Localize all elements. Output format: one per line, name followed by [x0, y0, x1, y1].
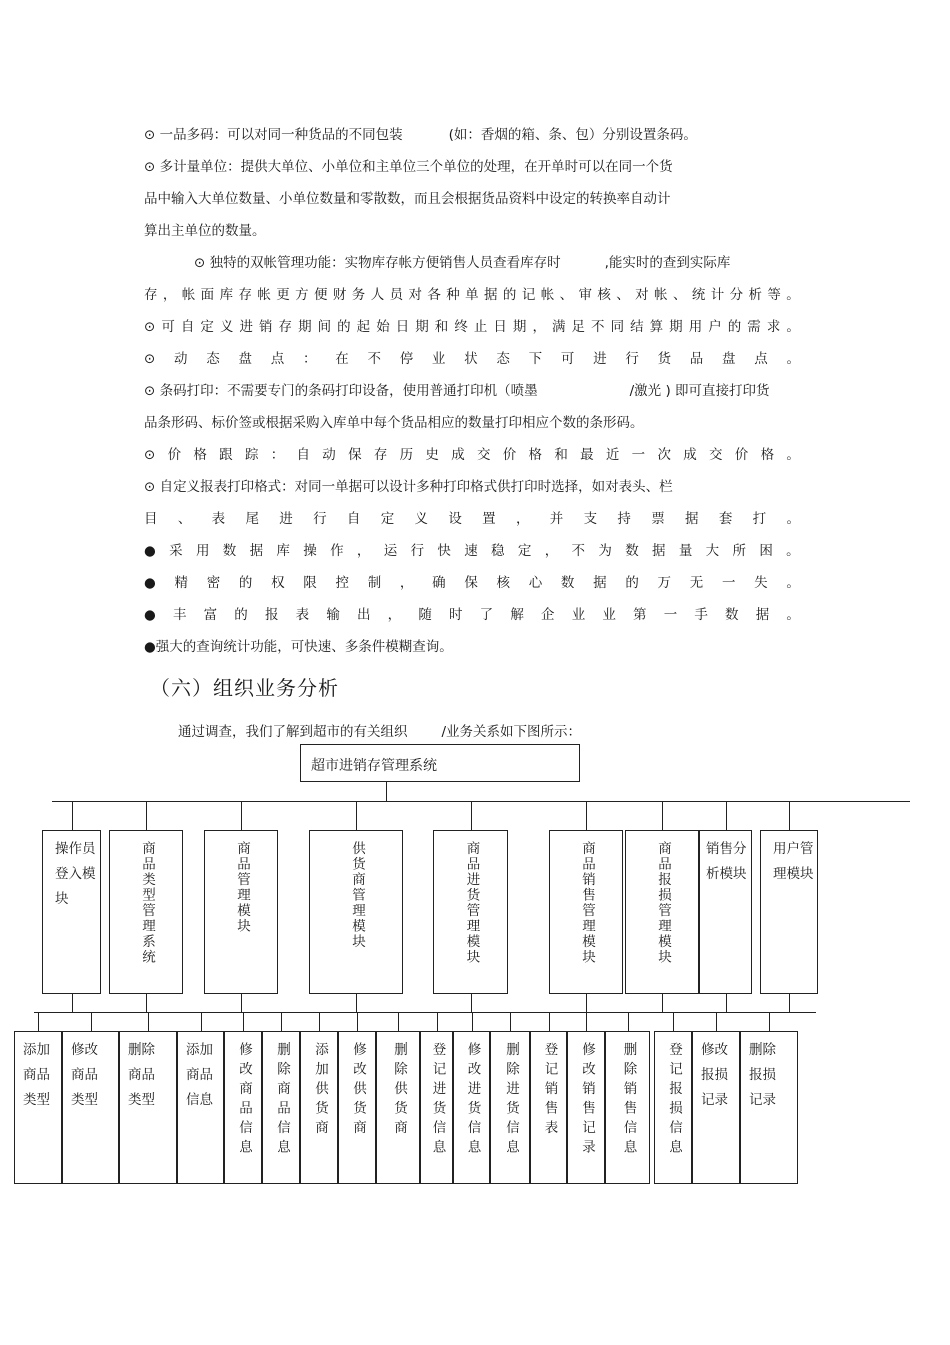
module-node — [309, 830, 403, 994]
leaf-connector — [38, 1012, 39, 1031]
module-node — [433, 830, 508, 994]
module-connector — [146, 801, 147, 830]
leaf-node — [654, 1031, 692, 1184]
leaf-bus-line — [34, 1012, 816, 1013]
leaf-connector — [319, 1012, 320, 1031]
leaf-node — [300, 1031, 338, 1184]
module-node — [549, 830, 623, 994]
leaf-label: 修改商品信息 — [236, 1042, 252, 1159]
module-label: 商品进货管理模块 — [463, 841, 480, 965]
leaf-node — [338, 1031, 376, 1184]
module-node — [699, 830, 752, 994]
module-label: 销售分析模块 — [706, 841, 747, 882]
leaf-node — [453, 1031, 490, 1184]
leaf-label: 删除进货信息 — [503, 1042, 519, 1159]
leaf-label: 删除供货商 — [391, 1042, 407, 1140]
para-query: ●强大的查询统计功能，可快速、多条件模糊查询。 — [144, 639, 453, 655]
para-custom-period: ⊙ 可 自 定 义 进 销 存 期 间 的 起 始 日 期 和 终 止 日 期 ， 满 足 不 同 结 算 期 用 户 的 需 求 。 — [144, 319, 800, 335]
leaf-connector — [148, 1012, 149, 1031]
leaf-label: 修改销售记录 — [579, 1042, 595, 1159]
module-down-connector — [586, 994, 587, 1012]
para-multi-unit-end: 算出主单位的数量。 — [144, 223, 266, 239]
para-report-format-cont: 目 、 表 尾 进 行 自 定 义 设 置 ， 并 支 持 票 据 套 打 。 — [144, 511, 800, 527]
module-down-connector — [72, 994, 73, 1012]
leaf-label: 删除销售信息 — [620, 1042, 637, 1159]
leaf-connector — [398, 1012, 399, 1031]
leaf-label: 删除商品类型 — [128, 1042, 155, 1108]
module-down-connector — [471, 994, 472, 1012]
leaf-label: 添加商品信息 — [186, 1042, 213, 1108]
leaf-connector — [201, 1012, 202, 1031]
leaf-node — [14, 1031, 62, 1184]
module-connector — [662, 801, 663, 830]
para-reports: ● 丰 富 的 报 表 输 出 ， 随 时 了 解 企 业 业 第 一 手 数 据 。 — [144, 607, 800, 623]
leaf-connector — [716, 1012, 717, 1031]
leaf-label: 修改进货信息 — [464, 1042, 481, 1159]
leaf-connector — [549, 1012, 550, 1031]
leaf-label: 修改报损记录 — [701, 1042, 728, 1108]
para-dynamic-stocktake: ⊙ 动 态 盘 点 ： 在 不 停 业 状 态 下 可 进 行 货 品 盘 点 。 — [144, 351, 800, 367]
section-intro: 通过调查，我们了解到超市的有关组织 /业务关系如下图所示： — [178, 724, 582, 740]
leaf-connector — [357, 1012, 358, 1031]
leaf-node — [376, 1031, 420, 1184]
module-label: 商品类型管理系统 — [139, 841, 155, 965]
module-connector — [789, 801, 790, 830]
module-connector — [241, 801, 242, 830]
leaf-node — [224, 1031, 262, 1184]
module-connector — [72, 801, 73, 830]
leaf-node — [62, 1031, 119, 1184]
leaf-label: 修改供货商 — [350, 1042, 366, 1140]
para-report-format: ⊙ 自定义报表打印格式：对同一单据可以设计多种打印格式供打印时选择，如对表头、栏 — [144, 479, 673, 495]
module-connector — [356, 801, 357, 830]
section-heading: （六）组织业务分析 — [150, 676, 339, 700]
leaf-connector — [510, 1012, 511, 1031]
module-node — [625, 830, 699, 994]
module-bus-line — [52, 801, 910, 802]
module-node — [42, 830, 101, 994]
para-database: ● 采 用 数 据 库 操 作 ， 运 行 快 速 稳 定 ， 不 为 数 据 量 大 所 困 。 — [144, 543, 800, 559]
module-connector — [471, 801, 472, 830]
leaf-label: 添加商品类型 — [23, 1042, 50, 1108]
leaf-node — [692, 1031, 740, 1184]
module-label: 商品报损管理模块 — [655, 841, 671, 965]
module-down-connector — [241, 994, 242, 1012]
module-label: 用户管理模块 — [773, 841, 814, 882]
leaf-label: 登记销售表 — [541, 1042, 558, 1140]
leaf-connector — [437, 1012, 438, 1031]
root-connector — [386, 782, 387, 801]
leaf-connector — [769, 1012, 770, 1031]
module-node — [760, 830, 818, 994]
para-multi-unit: ⊙ 多计量单位：提供大单位、小单位和主单位三个单位的处理，在开单时可以在同一个货 — [144, 159, 673, 175]
leaf-node — [262, 1031, 300, 1184]
leaf-label: 添加供货商 — [312, 1042, 328, 1140]
module-label: 商品管理模块 — [234, 841, 250, 934]
para-dual-ledger: ⊙ 独特的双帐管理功能：实物库存帐方便销售人员查看库存时 ,能实时的查到实际库 — [194, 255, 731, 271]
leaf-node — [567, 1031, 605, 1184]
leaf-label: 登记报损信息 — [666, 1042, 682, 1159]
para-price-tracking: ⊙ 价 格 跟 踪 ： 自 动 保 存 历 史 成 交 价 格 和 最 近 一 次 成 交 价 格 。 — [144, 447, 800, 463]
leaf-connector — [673, 1012, 674, 1031]
module-label: 供货商管理模块 — [349, 841, 365, 950]
leaf-connector — [628, 1012, 629, 1031]
module-node — [109, 830, 183, 994]
leaf-label: 修改商品类型 — [71, 1042, 98, 1108]
module-down-connector — [726, 994, 727, 1012]
leaf-node — [530, 1031, 567, 1184]
leaf-label: 删除报损记录 — [749, 1042, 776, 1108]
para-multi-unit-cont: 品中输入大单位数量、小单位数量和零散数，而且会根据货品资料中设定的转换率自动计 — [144, 191, 671, 207]
leaf-connector — [281, 1012, 282, 1031]
module-down-connector — [662, 994, 663, 1012]
leaf-connector — [472, 1012, 473, 1031]
leaf-node — [740, 1031, 798, 1184]
module-label: 商品销售管理模块 — [579, 841, 595, 965]
module-label: 操作员登入模块 — [55, 841, 96, 907]
module-down-connector — [146, 994, 147, 1012]
leaf-connector — [91, 1012, 92, 1031]
leaf-node — [119, 1031, 177, 1184]
para-multi-barcode: ⊙ 一品多码：可以对同一种货品的不同包装 (如：香烟的箱、条、包）分别设置条码。 — [144, 127, 697, 143]
para-permission: ● 精 密 的 权 限 控 制 ， 确 保 核 心 数 据 的 万 无 一 失 。 — [144, 575, 800, 591]
leaf-label: 登记进货信息 — [429, 1042, 446, 1159]
leaf-node — [490, 1031, 530, 1184]
para-barcode-print: ⊙ 条码打印：不需要专门的条码打印设备，使用普通打印机（喷墨 /激光 ) 即可直接打印货 — [144, 383, 770, 399]
leaf-label: 删除商品信息 — [274, 1042, 290, 1159]
module-connector — [586, 801, 587, 830]
module-node — [204, 830, 278, 994]
para-dual-ledger-cont: 存 ， 帐 面 库 存 帐 更 方 便 财 务 人 员 对 各 种 单 据 的 记 帐 、 审 核 、 对 帐 、 统 计 分 析 等 。 — [144, 287, 800, 303]
module-down-connector — [356, 994, 357, 1012]
module-down-connector — [789, 994, 790, 1012]
leaf-node — [177, 1031, 224, 1184]
module-connector — [726, 801, 727, 830]
root-node: 超市进销存管理系统 — [300, 744, 580, 782]
para-barcode-print-cont: 品条形码、标价签或根据采购入库单中每个货品相应的数量打印相应个数的条形码。 — [144, 415, 644, 431]
leaf-connector — [586, 1012, 587, 1031]
leaf-node — [420, 1031, 453, 1184]
leaf-node — [605, 1031, 650, 1184]
leaf-connector — [243, 1012, 244, 1031]
